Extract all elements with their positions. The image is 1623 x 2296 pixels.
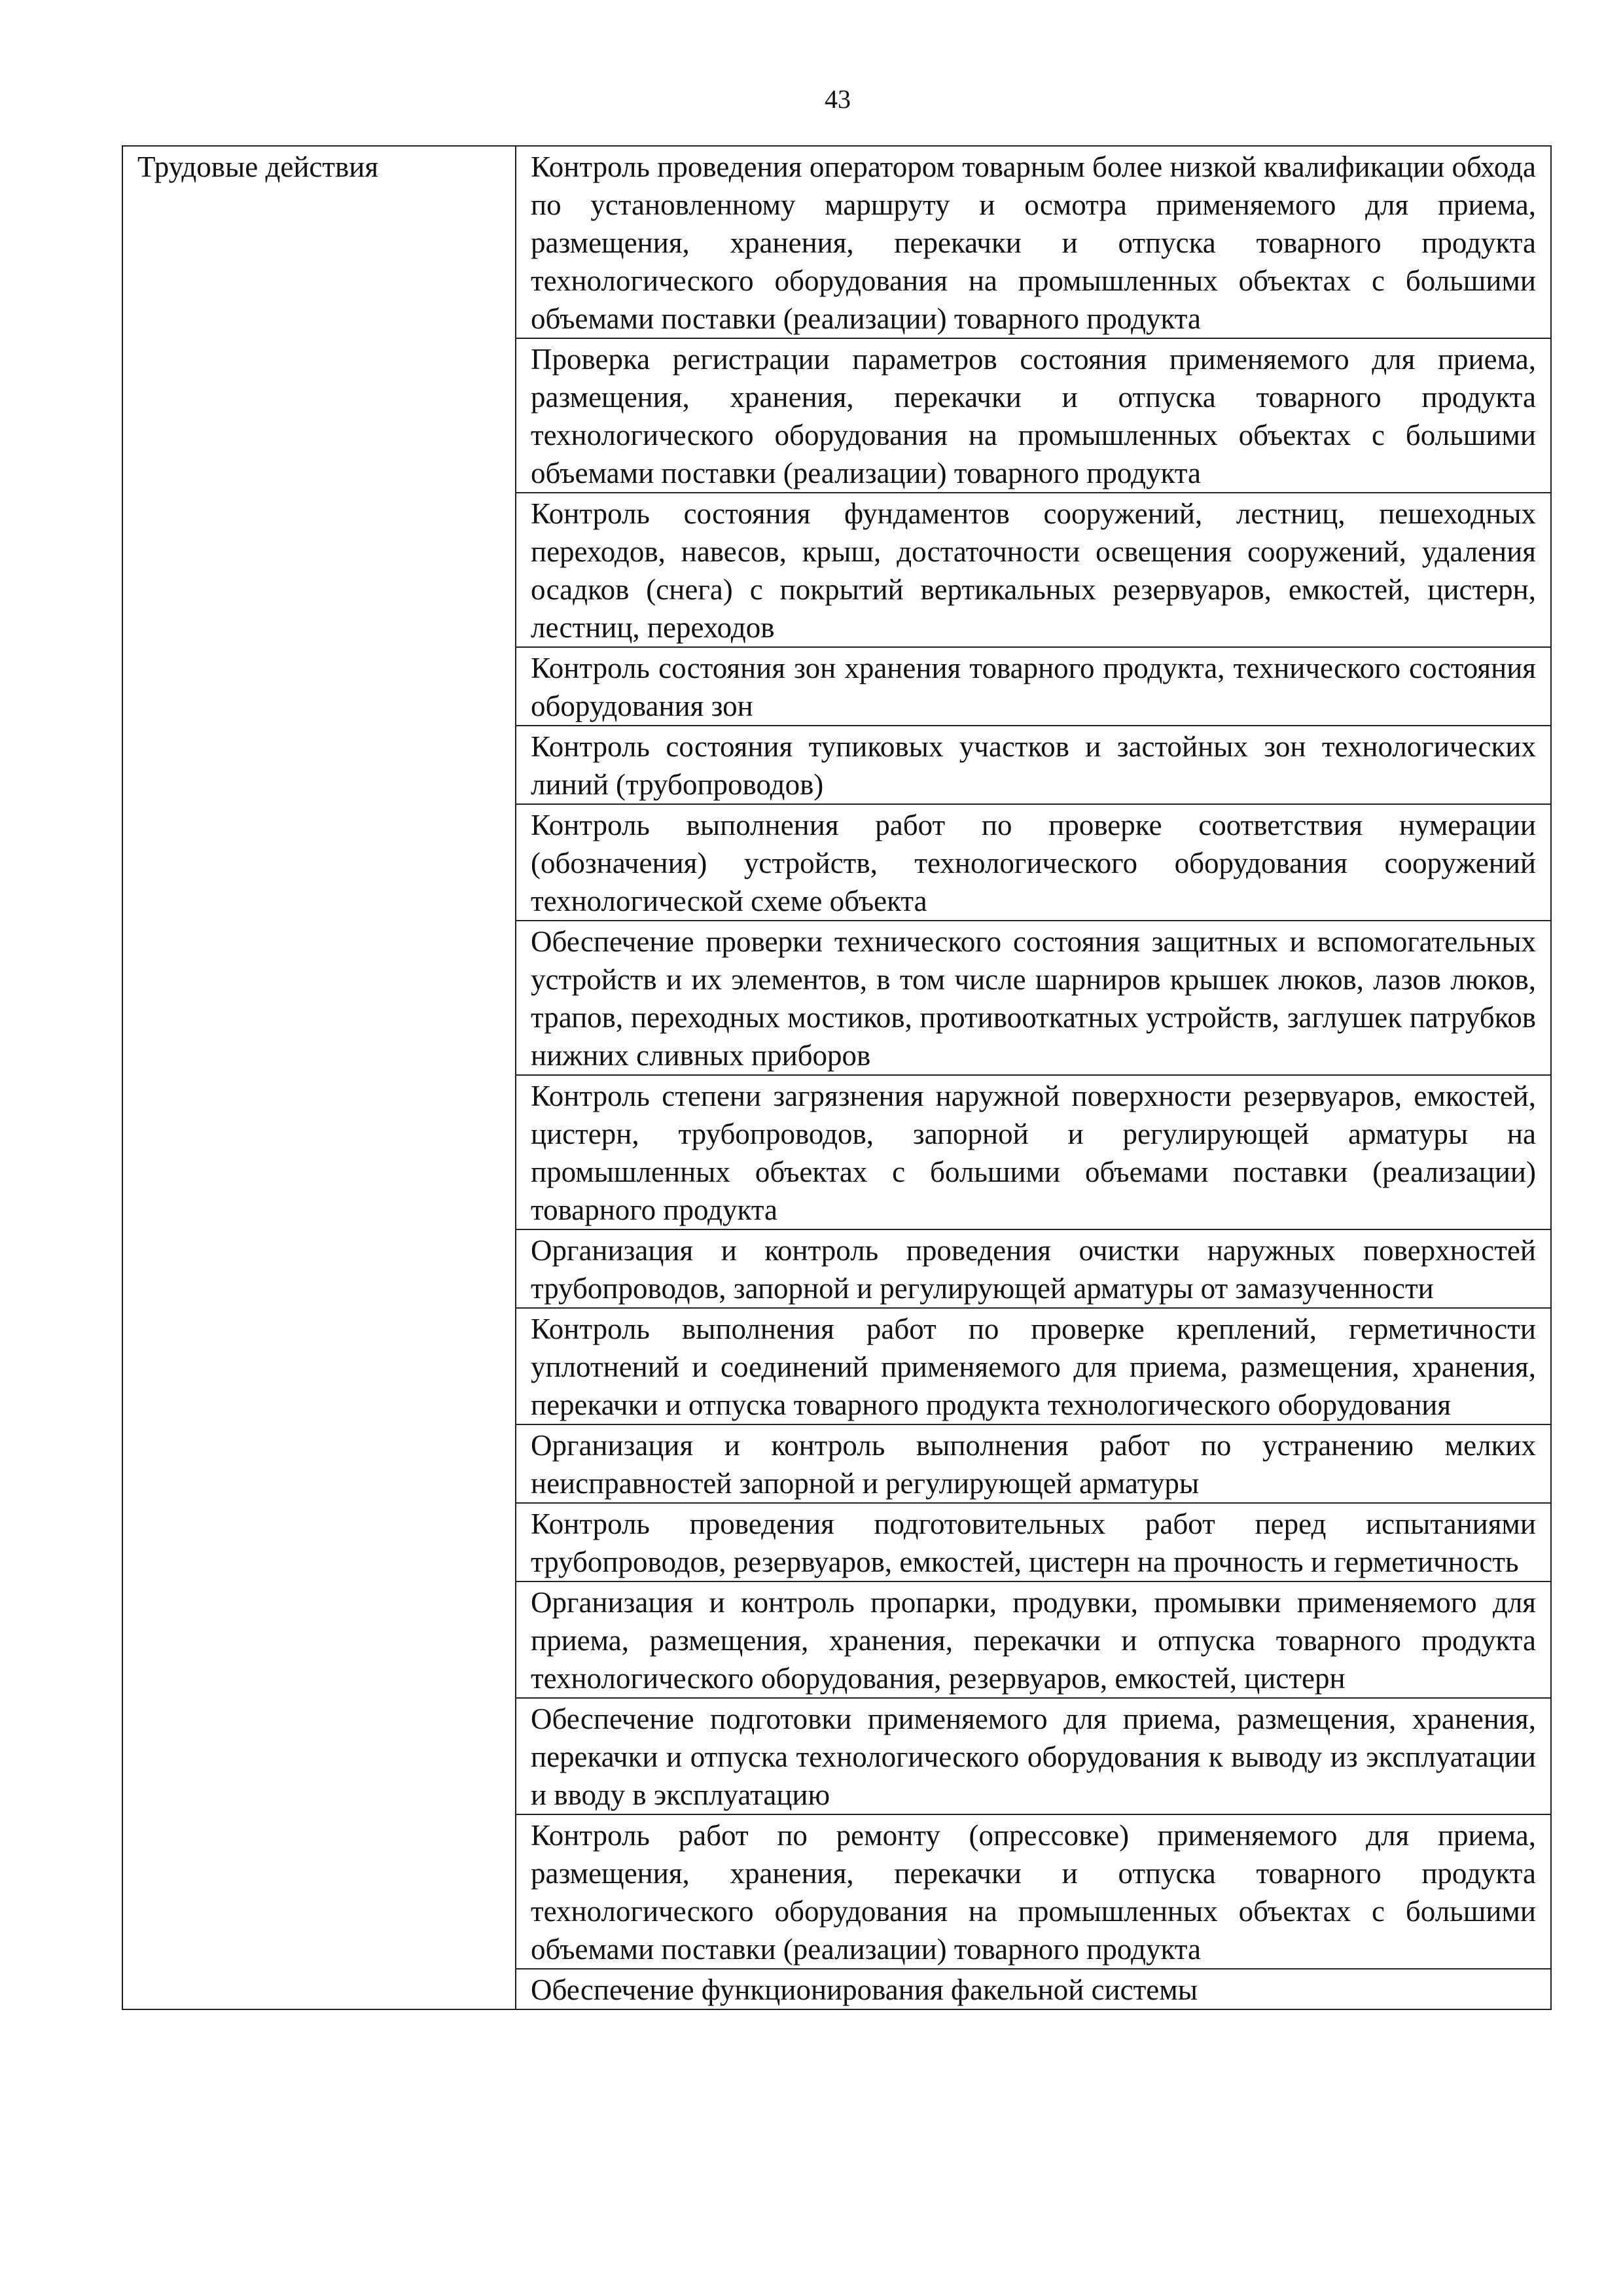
labor-action-item: Организация и контроль выполнения работ по устранению мелких неисправностей запорной и регулирующей арматуры [516, 1424, 1551, 1503]
labor-action-item: Организация и контроль проведения очистки наружных поверхностей трубопроводов, запорной и регулирующей арматуры от замазученности [516, 1229, 1551, 1308]
row-label-cell: Трудовые действия [122, 146, 516, 2009]
labor-action-item: Контроль работ по ремонту (опрессовке) применяемого для приема, размещения, хранения, перекачки и отпуска товарного продукта технологического оборудования на промышленных объектах с большими объемами поставки (реализации) товарного продукта [516, 1814, 1551, 1969]
labor-action-item: Обеспечение функционирования факельной системы [516, 1969, 1551, 2009]
labor-action-item: Контроль степени загрязнения наружной поверхности резервуаров, емкостей, цистерн, трубопроводов, запорной и регулирующей арматуры на промышленных объектах с большими объемами поставки (реализации) товарного продукта [516, 1075, 1551, 1229]
labor-action-item: Обеспечение проверки технического состояния защитных и вспомогательных устройств и их элементов, в том числе шарниров крышек люков, лазов люков, трапов, переходных мостиков, противооткатных устройств, заглушек патрубков нижних сливных приборов [516, 921, 1551, 1075]
labor-action-item: Контроль состояния фундаментов сооружений, лестниц, пешеходных переходов, навесов, крыш, достаточности освещения сооружений, удаления осадков (снега) с покрытий вертикальных резервуаров, емкостей, цистерн, лестниц, переходов [516, 493, 1551, 647]
labor-action-item: Контроль выполнения работ по проверке соответствия нумерации (обозначения) устройств, технологического оборудования сооружений технологической схеме объекта [516, 804, 1551, 921]
labor-action-item: Контроль проведения подготовительных работ перед испытаниями трубопроводов, резервуаров, емкостей, цистерн на прочность и герметичность [516, 1503, 1551, 1581]
table-row [122, 146, 1551, 338]
page-number: 43 [825, 84, 851, 114]
labor-action-item: Контроль состояния тупиковых участков и застойных зон технологических линий (трубопроводов) [516, 726, 1551, 804]
labor-action-item: Проверка регистрации параметров состояния применяемого для приема, размещения, хранения, перекачки и отпуска товарного продукта технологического оборудования на промышленных объектах с большими объемами поставки (реализации) товарного продукта [516, 338, 1551, 493]
labor-action-item: Контроль проведения оператором товарным более низкой квалификации обхода по установленному маршруту и осмотра применяемого для приема, размещения, хранения, перекачки и отпуска товарного продукта технологического оборудования на промышленных объектах с большими объемами поставки (реализации) товарного продукта [516, 146, 1551, 338]
labor-action-item: Контроль выполнения работ по проверке креплений, герметичности уплотнений и соединений применяемого для приема, размещения, хранения, перекачки и отпуска товарного продукта технологического оборудования [516, 1308, 1551, 1424]
labor-action-item: Обеспечение подготовки применяемого для приема, размещения, хранения, перекачки и отпуска технологического оборудования к выводу из эксплуатации и вводу в эксплуатацию [516, 1698, 1551, 1814]
labor-action-item: Контроль состояния зон хранения товарного продукта, технического состояния оборудования зон [516, 647, 1551, 726]
labor-action-item: Организация и контроль пропарки, продувки, промывки применяемого для приема, размещения, хранения, перекачки и отпуска товарного продукта технологического оборудования, резервуаров, емкостей, цистерн [516, 1581, 1551, 1698]
labor-actions-table [122, 145, 1552, 2010]
